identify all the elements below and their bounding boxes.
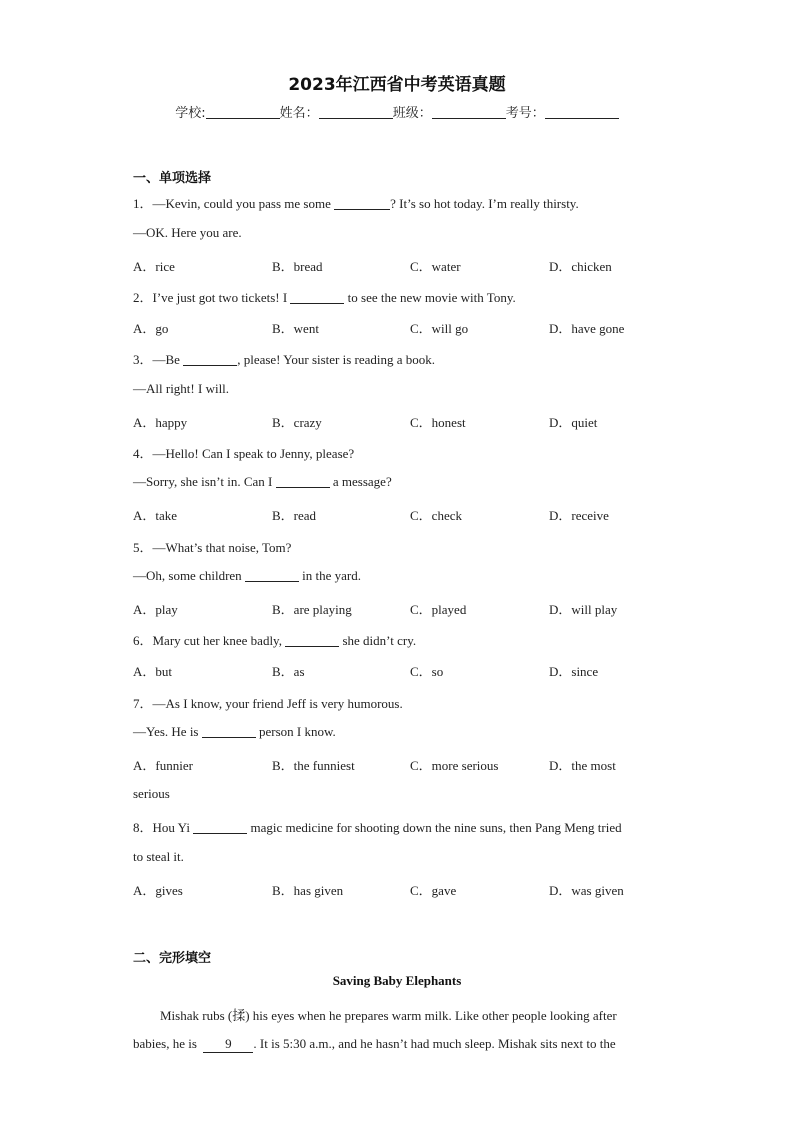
q1-option-b: B．bread — [272, 259, 323, 274]
q4-option-a: A．take — [133, 508, 178, 523]
question-7: 7．—As I know, your friend Jeff is very humorous. — [133, 696, 403, 711]
q8-option-a: A．gives — [133, 883, 183, 898]
q1-option-a: A．rice — [133, 259, 175, 274]
exam-no-label: 考号： — [505, 106, 545, 121]
question-8: 8．Hou Yi magic medicine for shooting down the nine suns, then Pang Meng tried — [133, 820, 622, 835]
q3-option-b: B．crazy — [272, 415, 322, 430]
q6-option-d: D．since — [549, 664, 599, 679]
name-blank — [319, 106, 393, 119]
q4-option-c: C．check — [410, 508, 462, 523]
q5-option-c: C．played — [410, 602, 467, 617]
q7-option-c: C．more serious — [410, 758, 499, 773]
passage-line-1: Mishak rubs (揉) his eyes when he prepares warm milk. Like other people looking after — [160, 1008, 617, 1023]
cloze-blank-9: 9 — [203, 1036, 253, 1053]
q3-option-a: A．happy — [133, 415, 188, 430]
question-2: 2．I’ve just got two tickets! I to see the new movie with Tony. — [133, 290, 516, 305]
q3-option-d: D．quiet — [549, 415, 598, 430]
class-label: 班级： — [392, 106, 432, 121]
q2-option-c: C．will go — [410, 321, 469, 336]
student-info-row — [0, 102, 794, 121]
question-5: 5．—What’s that noise, Tom? — [133, 540, 292, 555]
class-blank — [432, 106, 506, 119]
question-7-reply: —Yes. He is person I know. — [133, 724, 336, 739]
q4-option-d: D．receive — [549, 508, 609, 523]
q1-option-d: D．chicken — [549, 259, 612, 274]
question-1: 1．—Kevin, could you pass me some ? It’s so hot today. I’m really thirsty. — [133, 196, 579, 211]
question-3-reply: —All right! I will. — [133, 381, 230, 396]
passage-line-2: babies, he is 9 . It is 5:30 a.m., and he hasn’t had much sleep. Mishak sits next to the — [133, 1036, 616, 1051]
q7-option-d-wrap: serious — [133, 786, 170, 801]
q1-option-c: C．water — [410, 259, 461, 274]
q5-option-b: B．are playing — [272, 602, 352, 617]
page-title: 2023年江西省中考英语真题 — [288, 75, 506, 95]
q8-option-b: B．has given — [272, 883, 344, 898]
q2-option-a: A．go — [133, 321, 169, 336]
q2-option-d: D．have gone — [549, 321, 625, 336]
question-3: 3．—Be , please! Your sister is reading a book. — [133, 352, 436, 367]
exam-no-blank — [545, 106, 619, 119]
question-4-reply: —Sorry, she isn’t in. Can I a message? — [133, 474, 392, 489]
question-1-reply: —OK. Here you are. — [133, 225, 242, 240]
q7-option-a: A．funnier — [133, 758, 193, 773]
q7-option-b: B．the funniest — [272, 758, 355, 773]
q5-option-d: D．will play — [549, 602, 618, 617]
q4-option-b: B．read — [272, 508, 317, 523]
q7-option-d: D．the most — [549, 758, 616, 773]
question-6: 6．Mary cut her knee badly, she didn’t cry. — [133, 633, 417, 648]
q8-option-d: D．was given — [549, 883, 624, 898]
school-label: 学校: — [175, 106, 206, 121]
passage-title: Saving Baby Elephants — [332, 973, 462, 988]
q2-option-b: B．went — [272, 321, 319, 336]
q5-option-a: A．play — [133, 602, 178, 617]
section-heading: 一、单项选择 — [133, 171, 212, 186]
question-4: 4．—Hello! Can I speak to Jenny, please? — [133, 446, 355, 461]
q6-option-c: C．so — [410, 664, 444, 679]
name-label: 姓名： — [279, 106, 319, 121]
section-heading-cloze: 二、完形填空 — [133, 951, 212, 966]
q3-option-c: C．honest — [410, 415, 466, 430]
q6-option-a: A．but — [133, 664, 173, 679]
school-blank — [206, 106, 280, 119]
q8-option-c: C．gave — [410, 883, 457, 898]
question-8-wrap: to steal it. — [133, 849, 184, 864]
q6-option-b: B．as — [272, 664, 305, 679]
question-5-reply: —Oh, some children in the yard. — [133, 568, 362, 583]
